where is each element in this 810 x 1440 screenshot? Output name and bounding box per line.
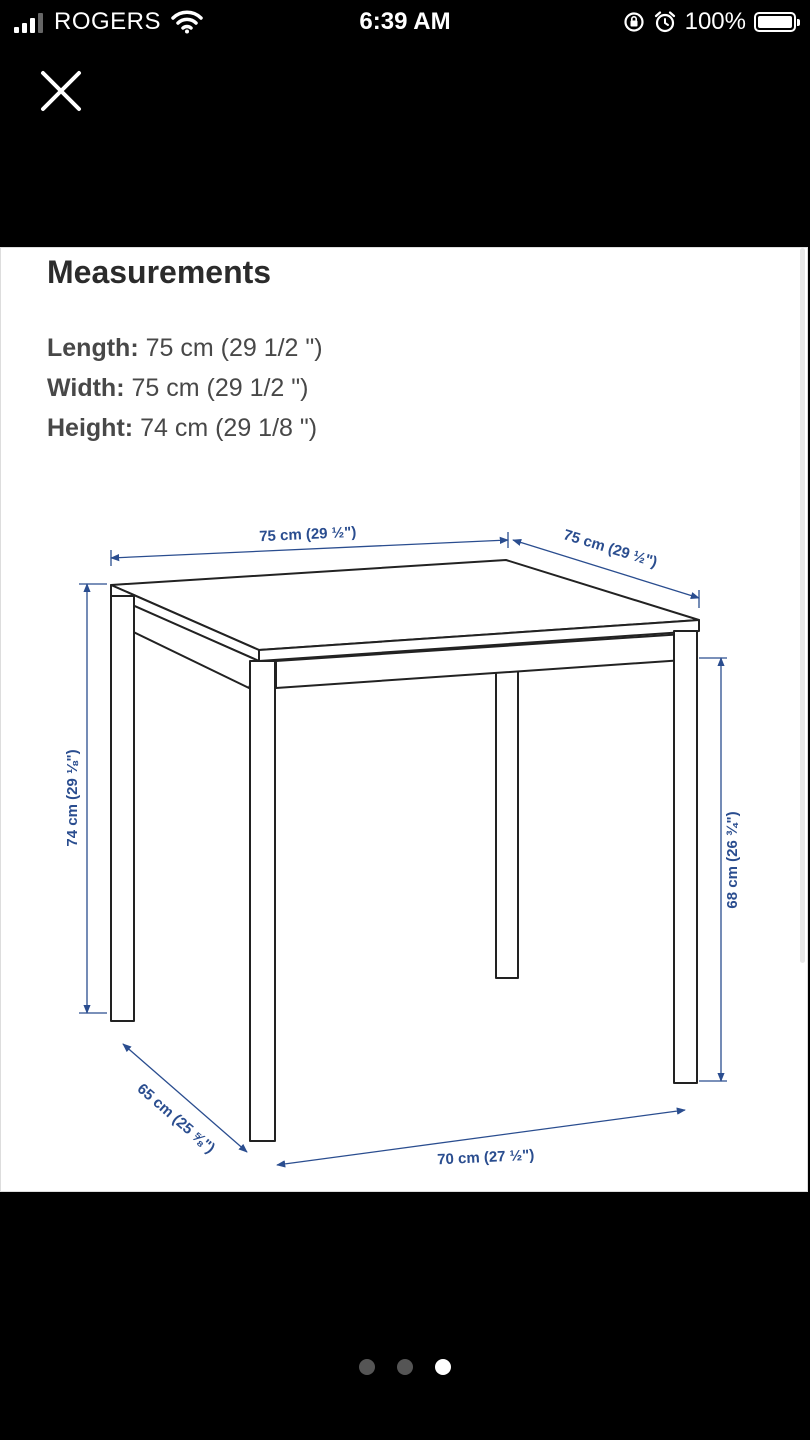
pager-dot[interactable] xyxy=(397,1359,413,1375)
dim-top-width: 75 cm (29 ½") xyxy=(561,526,660,572)
alarm-icon xyxy=(653,10,677,34)
signal-icon xyxy=(14,11,46,33)
dim-top-length: 75 cm (29 ½") xyxy=(258,523,357,546)
image-pager xyxy=(0,1359,810,1375)
dim-width: 70 cm (27 ½") xyxy=(436,1146,535,1169)
status-right xyxy=(615,8,796,36)
table-diagram xyxy=(1,248,809,1193)
status-bar xyxy=(0,0,810,46)
dim-inner-height: 68 cm (26 ¾") xyxy=(724,811,741,909)
battery-icon xyxy=(754,12,796,32)
pager-dot-active[interactable] xyxy=(435,1359,451,1375)
dim-height: 74 cm (29 ⅛") xyxy=(64,749,81,847)
wifi-icon xyxy=(171,10,203,34)
orientation-lock-icon xyxy=(623,11,645,33)
dim-depth: 65 cm (25 ⅝") xyxy=(133,1080,219,1157)
table-outline xyxy=(111,560,699,1141)
status-left xyxy=(14,8,203,36)
carrier-label: ROGERS xyxy=(54,8,162,35)
spec-label: Height: xyxy=(47,414,134,442)
spec-label: Length: xyxy=(47,334,139,362)
status-time: 6:39 AM xyxy=(359,8,451,35)
image-scrollbar[interactable] xyxy=(800,248,805,963)
spec-value: 75 cm (29 1/2 ") xyxy=(131,374,309,402)
battery-percent: 100% xyxy=(684,8,746,35)
measurements-title: Measurements xyxy=(47,254,272,290)
close-icon[interactable] xyxy=(38,68,84,114)
measurement-image[interactable] xyxy=(0,247,808,1192)
spec-label: Width: xyxy=(47,374,125,402)
spec-value: 75 cm (29 1/2 ") xyxy=(145,334,323,362)
pager-dot[interactable] xyxy=(359,1359,375,1375)
spec-value: 74 cm (29 1/8 ") xyxy=(140,414,318,442)
